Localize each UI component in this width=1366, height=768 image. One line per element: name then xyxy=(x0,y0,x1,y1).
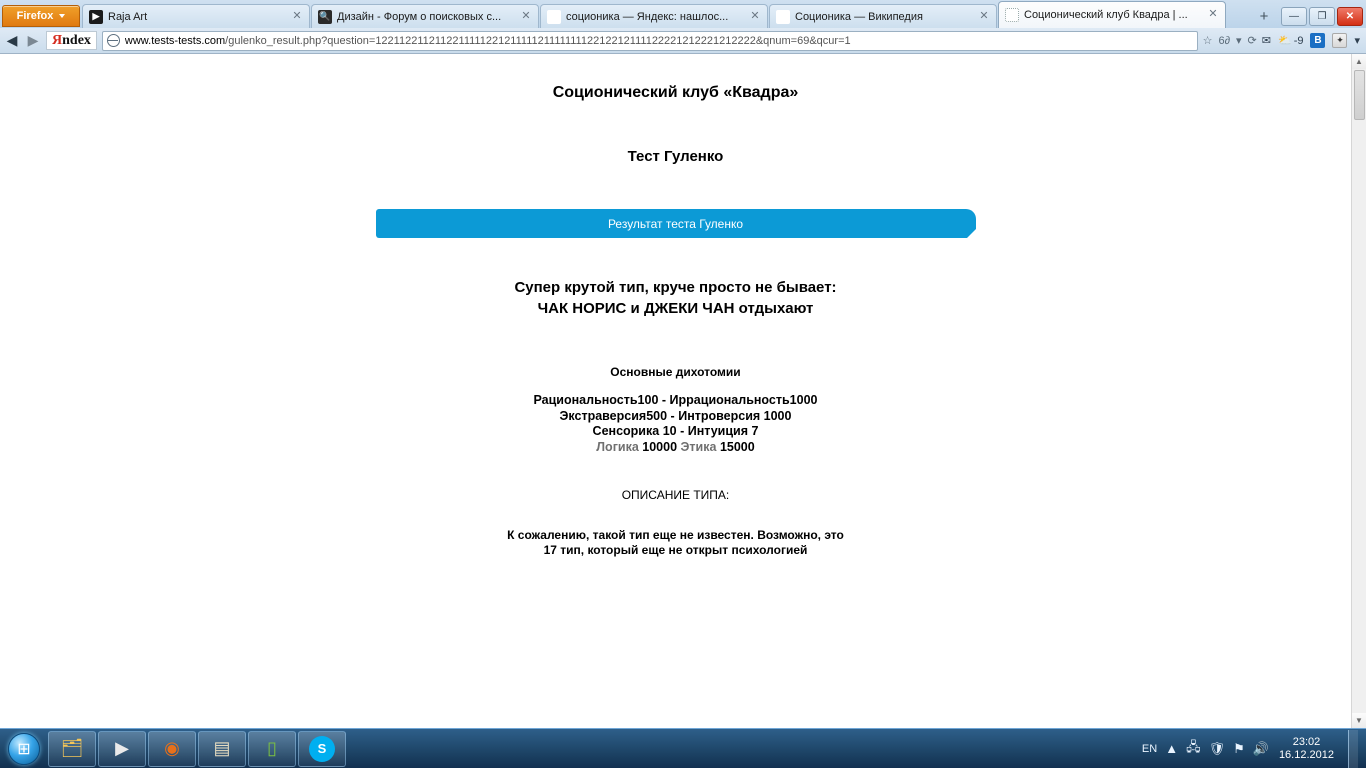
dichotomy-left-label: Экстраверсия xyxy=(559,408,647,423)
shield-icon[interactable]: 🛡 xyxy=(1208,740,1226,756)
taskbar xyxy=(0,728,1366,768)
dichotomy-right-label: Этика xyxy=(680,439,717,454)
scroll-down-icon[interactable]: ▼ xyxy=(1352,713,1366,728)
tab-yandex-socionics[interactable] xyxy=(540,4,768,28)
green-app-icon: ▯ xyxy=(267,738,277,758)
tab-wikipedia-socionics[interactable] xyxy=(769,4,997,28)
close-icon[interactable]: ✕ xyxy=(750,9,760,22)
dichotomies-list xyxy=(0,393,1351,455)
start-button[interactable] xyxy=(0,730,48,768)
type-headline xyxy=(0,277,1351,319)
close-icon[interactable]: ✕ xyxy=(979,9,989,22)
language-indicator[interactable]: EN xyxy=(1141,742,1158,755)
search-icon: 🔍 xyxy=(318,10,332,24)
dichotomy-row xyxy=(0,409,1351,425)
tab-label: Соционика — Википедия xyxy=(795,10,923,23)
description-body xyxy=(0,528,1351,558)
page-scrollbar[interactable] xyxy=(1351,54,1366,728)
dichotomy-left-label: Сенсорика xyxy=(592,424,660,438)
dichotomy-row xyxy=(0,393,1351,409)
dichotomy-row xyxy=(0,424,1351,440)
network-icon[interactable]: 🖧 xyxy=(1186,738,1201,754)
dichotomy-right-value: 15000 xyxy=(719,439,755,454)
close-icon[interactable]: ✕ xyxy=(292,9,302,22)
weather-icon[interactable] xyxy=(1278,34,1303,47)
description-line1: К сожалению, такой тип еще не известен. Возможно, это xyxy=(507,528,844,542)
clock-date: 16.12.2012 xyxy=(1278,748,1334,761)
description-title: ОПИСАНИЕ ТИПА: xyxy=(621,488,730,502)
clock[interactable] xyxy=(1277,736,1334,762)
close-icon[interactable]: ✕ xyxy=(1208,8,1218,20)
media-player-icon: ▶ xyxy=(115,738,129,758)
toolbar-menu-caret-icon[interactable]: ▾ xyxy=(1354,35,1360,47)
page-viewport xyxy=(0,54,1366,728)
cloud-icon: ⛅ xyxy=(1277,35,1292,47)
back-button[interactable]: ◀ xyxy=(6,32,18,48)
navigation-bar xyxy=(0,28,1366,54)
show-desktop-button[interactable] xyxy=(1348,730,1358,768)
window-controls xyxy=(1277,7,1366,28)
dichotomy-right-label: Интроверсия xyxy=(678,408,761,423)
chevron-down-icon xyxy=(59,14,65,18)
page-title: Соционический клуб «Квадра» xyxy=(552,84,799,101)
dichotomy-separator: - xyxy=(680,424,685,438)
dichotomy-separator: - xyxy=(661,393,667,407)
firefox-icon: ◉ xyxy=(164,738,180,758)
yandex-logo-rest: ndex xyxy=(62,32,91,48)
system-tray xyxy=(1142,730,1366,768)
forward-button[interactable]: ▶ xyxy=(27,32,39,48)
test-title: Тест Гуленко xyxy=(627,148,724,165)
dichotomies-title: Основные дихотомии xyxy=(610,365,741,379)
tab-label: Соционический клуб Квадра | ... xyxy=(1024,9,1188,21)
taskbar-item-skype[interactable] xyxy=(298,731,346,767)
page-content xyxy=(0,54,1351,728)
taskbar-item-file-explorer[interactable] xyxy=(48,731,96,767)
flag-icon[interactable]: ⚑ xyxy=(1233,740,1245,756)
mail-icon[interactable]: ✉ xyxy=(1261,35,1271,47)
dichotomy-left-label: Рациональность xyxy=(533,393,638,407)
play-icon: ▶ xyxy=(89,10,103,24)
type-headline-line2: ЧАК НОРИС и ДЖЕКИ ЧАН отдыхают xyxy=(537,300,814,317)
url-host: www.tests-tests.com xyxy=(124,34,226,47)
address-bar-icons xyxy=(1203,34,1257,47)
taskbar-item-firefox[interactable] xyxy=(148,731,196,767)
close-icon[interactable]: ✕ xyxy=(521,9,531,22)
scrollbar-thumb[interactable] xyxy=(1354,70,1365,120)
reload-icon[interactable]: ⟳ xyxy=(1247,35,1257,47)
firefox-menu-label: Firefox xyxy=(16,10,54,22)
new-tab-button[interactable]: + xyxy=(1259,7,1269,25)
dichotomy-separator: - xyxy=(670,408,675,423)
scrollbar-track[interactable] xyxy=(1352,69,1366,713)
close-window-button[interactable]: ✕ xyxy=(1337,7,1363,26)
windows-logo-icon: ⊞ xyxy=(8,733,40,765)
dichotomy-left-value: 100 xyxy=(637,393,659,407)
taskbar-item-media-player[interactable] xyxy=(98,731,146,767)
scroll-up-icon[interactable]: ▲ xyxy=(1352,54,1366,69)
volume-icon[interactable]: 🔊 xyxy=(1252,740,1269,756)
firefox-menu-button[interactable] xyxy=(2,5,80,27)
folder-icon: 🗂 xyxy=(60,738,84,758)
chevron-down-icon[interactable]: ▾ xyxy=(1236,35,1242,47)
blank-page-icon xyxy=(1005,8,1019,22)
tab-strip xyxy=(0,0,1366,28)
dichotomy-left-value: 10 xyxy=(662,424,677,438)
taskbar-item-green-app[interactable] xyxy=(248,731,296,767)
globe-icon xyxy=(107,34,120,47)
wikipedia-icon: W xyxy=(776,10,790,24)
tabs xyxy=(82,0,1251,28)
dichotomy-right-value: 1000 xyxy=(789,393,818,407)
dichotomy-right-value: 7 xyxy=(751,424,759,438)
dichotomy-right-label: Иррациональность xyxy=(669,393,790,407)
temperature-label: -9 xyxy=(1293,34,1304,47)
dichotomy-row xyxy=(0,440,1351,456)
taskbar-apps xyxy=(48,731,346,767)
yandex-toolbar-logo[interactable] xyxy=(46,31,97,50)
skype-icon: S xyxy=(309,736,335,762)
dichotomy-left-label: Логика xyxy=(596,439,639,454)
tab-label: Дизайн - Форум о поисковых с... xyxy=(337,10,502,23)
tab-raja-art[interactable] xyxy=(82,4,310,28)
url-text xyxy=(125,35,1193,47)
show-hidden-icons-icon[interactable]: ▲ xyxy=(1165,741,1179,756)
minimize-button[interactable]: — xyxy=(1281,7,1307,26)
toolbar-extensions xyxy=(1262,33,1362,48)
taskbar-item-dictionary[interactable] xyxy=(198,731,246,767)
result-ribbon-wrapper xyxy=(0,209,1351,238)
book-icon: ▤ xyxy=(213,738,231,758)
dichotomy-right-label: Интуиция xyxy=(687,424,749,438)
result-ribbon-label: Результат теста Гуленко xyxy=(607,216,744,231)
clock-time: 23:02 xyxy=(1292,735,1321,748)
extension-icon[interactable]: ✦ xyxy=(1332,33,1347,48)
yandex-icon: Я xyxy=(547,10,561,24)
tab-design-forum[interactable] xyxy=(311,4,539,28)
tab-label: соционика — Яндекс: нашлос... xyxy=(566,10,729,23)
bookmark-star-icon[interactable]: ☆ xyxy=(1202,35,1213,47)
dichotomy-right-value: 1000 xyxy=(763,408,792,423)
vkontakte-icon[interactable]: В xyxy=(1310,33,1325,48)
tab-kvadra-club[interactable] xyxy=(998,1,1226,28)
tab-label: Raja Art xyxy=(108,10,148,23)
description-line2: 17 тип, который еще не открыт психологией xyxy=(543,543,808,557)
url-path: /gulenko_result.php?question=12211221121122111112212111112111111112212212111122221212221212222&qnum=69&qcur=1 xyxy=(225,34,851,47)
type-headline-line1: Супер крутой тип, круче просто не бывает: xyxy=(514,279,837,296)
result-ribbon xyxy=(376,209,976,238)
maximize-button[interactable]: ❐ xyxy=(1309,7,1335,26)
address-bar[interactable] xyxy=(102,31,1198,51)
dichotomy-left-value: 500 xyxy=(646,408,668,423)
yandex-logo-first: Я xyxy=(52,32,63,48)
glasses-icon[interactable]: 6∂ xyxy=(1218,34,1231,47)
dichotomy-left-value: 10000 xyxy=(642,439,678,454)
